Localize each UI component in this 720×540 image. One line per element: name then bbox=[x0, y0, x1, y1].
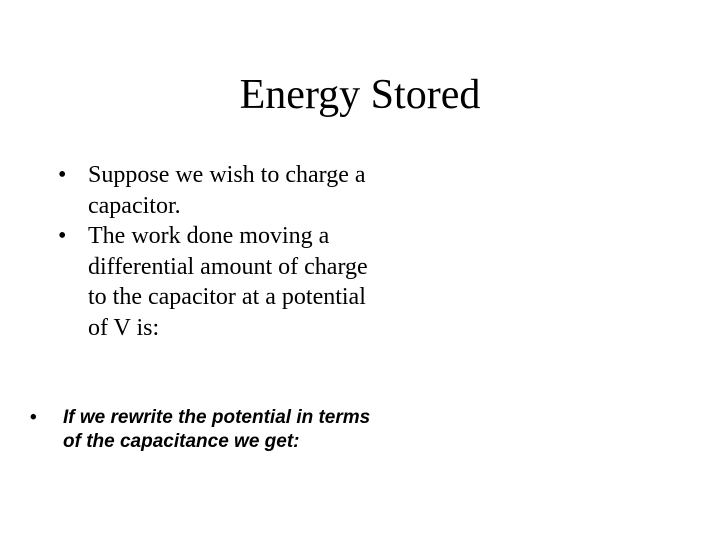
bullet-text: Suppose we wish to charge a capacitor. bbox=[88, 162, 366, 219]
bullet-text: If we rewrite the potential in terms of the capacitance we get: bbox=[63, 407, 371, 452]
bullet-item bbox=[58, 160, 378, 221]
bullet-marker: • bbox=[30, 407, 37, 428]
bullet-item bbox=[30, 406, 383, 454]
bullet-marker: • bbox=[58, 162, 67, 188]
bullet-item bbox=[58, 221, 378, 343]
secondary-bullet-list bbox=[30, 406, 383, 454]
bullet-marker: • bbox=[58, 223, 67, 249]
main-bullet-list bbox=[58, 160, 378, 343]
slide-title: Energy Stored bbox=[239, 72, 481, 118]
bullet-text: The work done moving a differential amount of charge to the capacitor at a potential of V is: bbox=[88, 223, 368, 341]
